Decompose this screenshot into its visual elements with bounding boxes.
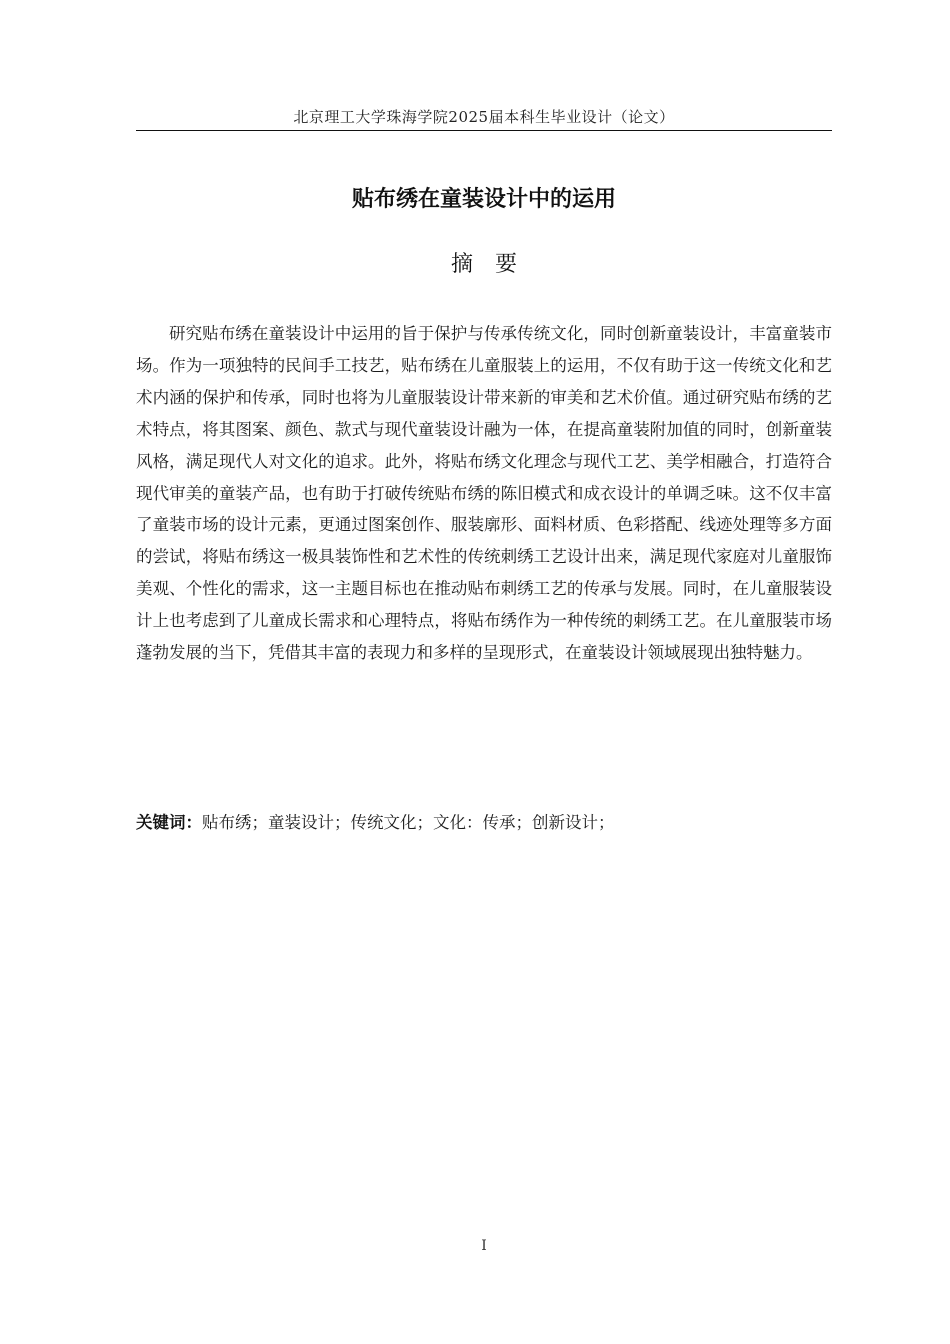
header-rule: [136, 130, 832, 131]
running-header: 北京理工大学珠海学院2025届本科生毕业设计（论文）: [293, 108, 675, 126]
keywords-label: 关键词：: [136, 813, 202, 832]
keywords-list: 贴布绣；童装设计；传统文化；文化：传承；创新设计；: [202, 813, 615, 832]
abstract-heading: 摘要: [450, 252, 539, 277]
thesis-title: 贴布绣在童装设计中的运用: [351, 187, 616, 212]
keywords-line: [136, 810, 832, 836]
page-number: I: [481, 1238, 487, 1254]
abstract-body: 研究贴布绣在童装设计中运用的旨于保护与传承传统文化，同时创新童装设计，丰富童装市场。作为一项独特的民间手工技艺，贴布绣在儿童服装上的运用，不仅有助于这一传统文化和艺术内涵的保护和传承，同时也将为儿童服装设计带来新的审美和艺术价值。通过研究贴布绣的艺术特点，将其图案、颜色、款式与现代童装设计融为一体，在提高童装附加值的同时，创新童装风格，满足现代人对文化的追求。此外，将贴布绣文化理念与现代工艺、美学相融合，打造符合现代审美的童装产品，也有助于打破传统贴布绣的陈旧模式和成衣设计的单调乏味。这不仅丰富了童装市场的设计元素，更通过图案创作、服装廓形、面料材质、色彩搭配、线迹处理等多方面的尝试，将贴布绣这一极具装饰性和艺术性的传统刺绣工艺设计出来，满足现代家庭对儿童服饰美观、个性化的需求，这一主题目标也在推动贴布刺绣工艺的传承与发展。同时，在儿童服装设计上也考虑到了儿童成长需求和心理特点，将贴布绣作为一种传统的刺绣工艺。在儿童服装市场蓬勃发展的当下，凭借其丰富的表现力和多样的呈现形式，在童装设计领域展现出独特魅力。: [136, 324, 832, 663]
